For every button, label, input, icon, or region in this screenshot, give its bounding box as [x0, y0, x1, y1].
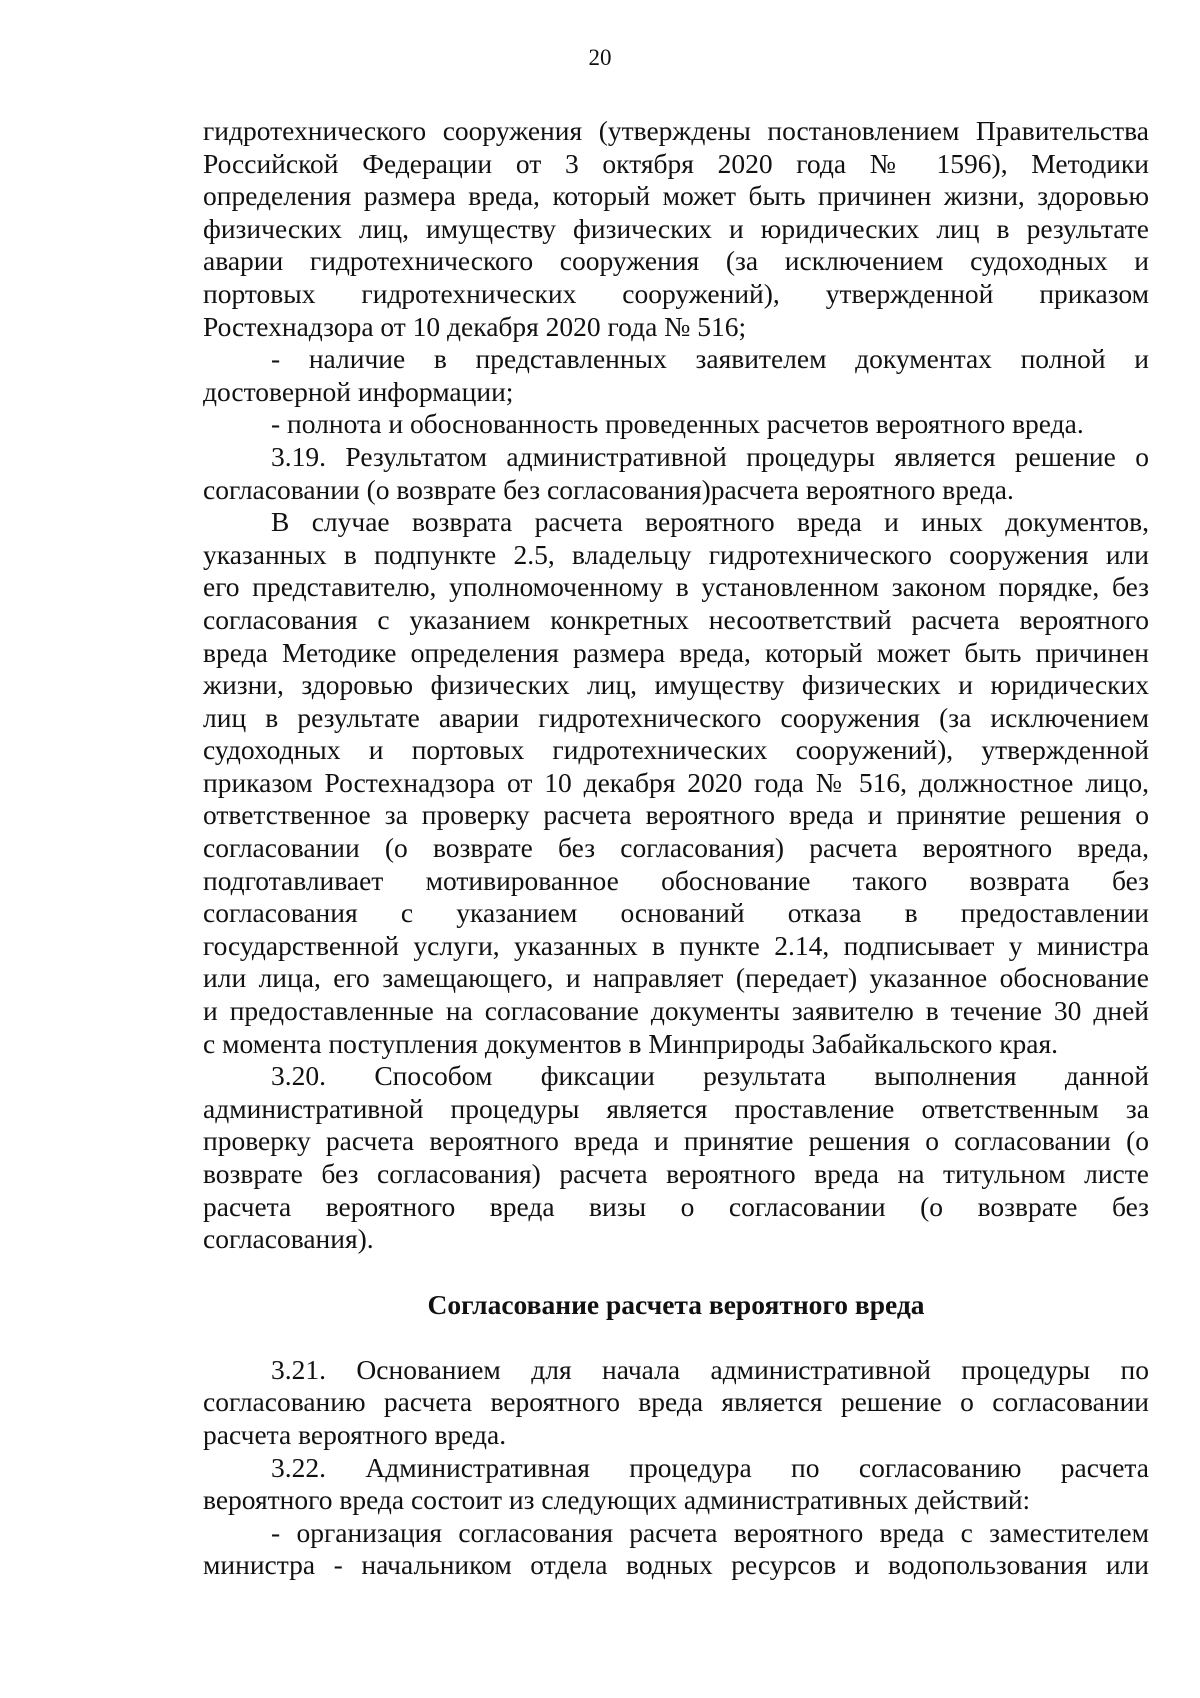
text-line: ответственное за проверку расчета вероятного вреда и принятие решения о [203, 799, 1149, 831]
text-line: гидротехнического сооружения (утверждены постановлением Правительства [203, 115, 1149, 146]
text-line: 3.20. Способом фиксации результата выполнения данной [271, 1060, 1149, 1092]
text-line: подготавливает мотивированное обоснование такого возврата без [203, 864, 1149, 896]
text-line: жизни, здоровью физических лиц, имуществу физических и юридических [203, 669, 1149, 701]
text-line: - организация согласования расчета вероятного вреда с заместителем [271, 1516, 1149, 1548]
section-heading: Согласование расчета вероятного вреда [427, 1288, 925, 1320]
text-line: судоходных и портовых гидротехнических сооружений), утвержденной [203, 734, 1149, 766]
text-line: вероятного вреда состоит из следующих административных действий: [203, 1484, 1031, 1516]
text-line: согласованию расчета вероятного вреда является решение о согласовании [203, 1386, 1149, 1418]
text-line: согласования с указанием конкретных несоответствий расчета вероятного [203, 603, 1149, 635]
text-line: согласования). [203, 1223, 374, 1255]
text-line: с момента поступления документов в Минприроды Забайкальского края. [203, 1027, 1059, 1059]
text-line: расчета вероятного вреда. [203, 1418, 507, 1450]
text-line: государственной услуги, указанных в пункте 2.14, подписывает у министра [203, 929, 1149, 961]
text-line: достоверной информации; [203, 375, 514, 407]
spacer [203, 1321, 1149, 1354]
text-line: Ростехнадзора от 10 декабря 2020 года № 516; [203, 310, 747, 342]
text-line: или лица, его замещающего, и направляет (передает) указанное обоснование [203, 962, 1149, 994]
text-line: министра - начальником отдела водных ресурсов и водопользования или [203, 1549, 1149, 1581]
document-body [203, 115, 1149, 1582]
text-line: - полнота и обоснованность проведенных расчетов вероятного вреда. [271, 408, 1084, 440]
text-line: портовых гидротехнических сооружений), утвержденной приказом [203, 277, 1149, 309]
text-line: проверку расчета вероятного вреда и принятие решения о согласовании (о [203, 1125, 1149, 1157]
text-line: определения размера вреда, который может быть причинен жизни, здоровью [203, 180, 1149, 212]
text-line: вреда Методике определения размера вреда, который может быть причинен [203, 636, 1149, 668]
page-number: 20 [588, 45, 612, 70]
text-line: административной процедуры является проставление ответственным за [203, 1092, 1149, 1124]
text-line: согласования с указанием оснований отказа в предоставлении [203, 897, 1149, 929]
text-line: Российской Федерации от 3 октября 2020 года № 1596), Методики [203, 147, 1149, 179]
text-line: и предоставленные на согласование документы заявителю в течение 30 дней [203, 995, 1149, 1027]
text-line: указанных в подпункте 2.5, владельцу гидротехнического сооружения или [203, 538, 1149, 570]
text-line: В случае возврата расчета вероятного вреда и иных документов, [271, 506, 1149, 538]
text-line: возврате без согласования) расчета вероятного вреда на титульном листе [203, 1158, 1149, 1189]
text-line: согласовании (о возврате без согласования) расчета вероятного вреда, [203, 832, 1149, 864]
text-line: 3.19. Результатом административной процедуры является решение о [271, 440, 1149, 472]
text-line: его представителю, уполномоченному в установленном законом порядке, без [203, 571, 1149, 603]
text-line: лиц в результате аварии гидротехнического сооружения (за исключением [203, 701, 1149, 733]
text-line: 3.22. Административная процедура по согласованию расчета [271, 1451, 1149, 1483]
text-line: физических лиц, имуществу физических и юридических лиц в результате [203, 212, 1149, 244]
text-line: согласовании (о возврате без согласования)расчета вероятного вреда. [203, 473, 1014, 505]
text-line: - наличие в представленных заявителем документах полной и [271, 343, 1149, 375]
text-line: расчета вероятного вреда визы о согласовании (о возврате без [203, 1190, 1149, 1222]
text-line: приказом Ростехнадзора от 10 декабря 2020 года № 516, должностное лицо, [203, 766, 1149, 798]
text-line: аварии гидротехнического сооружения (за исключением судоходных и [203, 245, 1149, 277]
spacer [203, 1256, 1149, 1289]
text-line: 3.21. Основанием для начала административной процедуры по [271, 1353, 1149, 1385]
